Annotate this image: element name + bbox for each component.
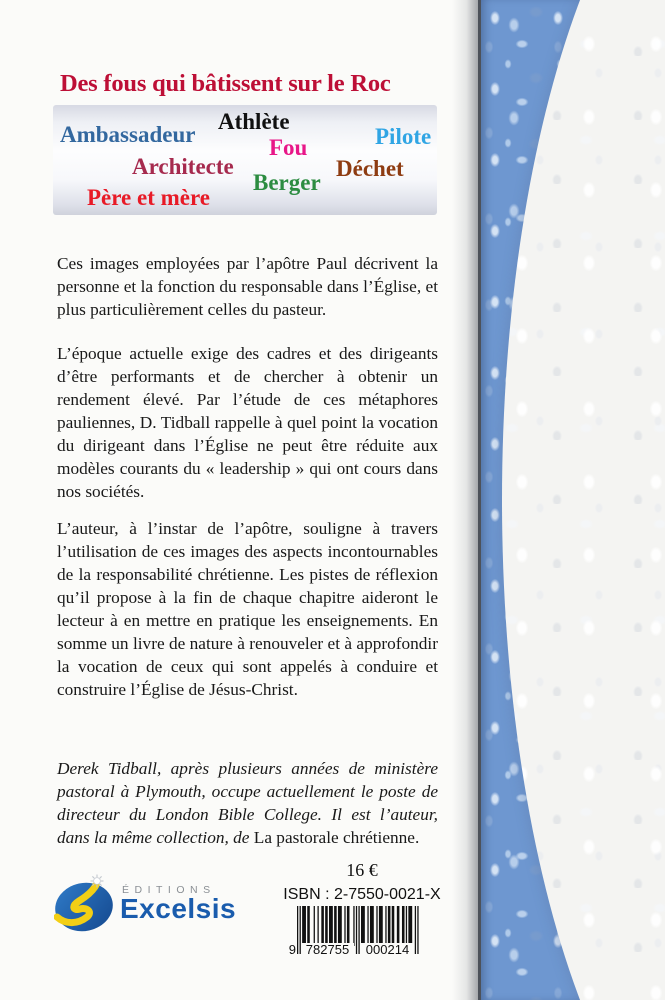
publisher-logo [54,874,244,938]
author-bio [57,757,438,849]
keyword-fou: Fou [269,135,308,160]
pricing-block [272,860,452,904]
synopsis-paragraph-2: L’époque actuelle exige des cadres et des dirigeants d’être performants et de chercher à obtenir un rendement élevé. Par l’étude de ces métaphores pauliennes, D. Tidball rappelle à quel point la vocation du dirigeant dans l’Église ne peut être réduite aux modèles courants du « leadership » qui ont cours dans nos sociétés. [57,344,438,502]
author-bio-text: Derek Tidball, après plusieurs années de ministère pastoral à Plymouth, occupe actuellement le poste de directeur du London Bible College. Il est l’auteur, dans la même collection, de [57,759,438,848]
imprint-label: ÉDITIONS [122,884,216,896]
excelsis-logo-icon [54,874,118,936]
barcode-left-digits: 782755 [301,943,354,957]
keyword-dechet: Déchet [336,156,404,181]
book-title: Des fous qui bâtissent sur le Roc [60,70,391,98]
isbn: ISBN : 2-7550-0021-X [283,886,441,903]
keyword-architecte: Architecte [132,154,234,179]
publisher-name: Excelsis [120,893,237,924]
keyword-pere-et-mere: Père et mère [87,185,210,210]
spine-shadow [452,0,478,1000]
synopsis-paragraph-3: L’auteur, à l’instar de l’apôtre, souligne à travers l’utilisation de ces images des aspects incontournables de la responsabilité chrétienne. Les pistes de réflexion qu’il propose à la fin de chaque chapitre aideront le lecteur à en mettre en pratique les enseignements. En somme un livre de nature à renouveler et à approfondir la vocation de ceux qui sont appelés à conduire et construire l’Église de Jésus-Christ. [57,519,438,700]
keyword-cloud-box [53,105,437,215]
band-white-ellipse [502,0,665,1000]
keyword-ambassadeur: Ambassadeur [60,122,196,147]
water-droplet-band [481,0,665,1000]
referenced-book-title: La pastorale chrétienne. [253,828,420,848]
sun-icon [91,875,104,888]
barcode-lead-digit: 9 [288,942,296,957]
ean13-barcode [286,906,422,962]
keyword-berger: Berger [253,170,321,195]
synopsis-paragraph-1: Ces images employées par l’apôtre Paul décrivent la personne et la fonction du responsable dans l’Église, et plus particulièrement celles du pasteur. [57,254,438,320]
keyword-athlete: Athlète [218,109,290,134]
barcode-right-digits: 000214 [361,943,414,957]
keyword-pilote: Pilote [375,124,432,149]
price: 16 € [346,860,378,880]
